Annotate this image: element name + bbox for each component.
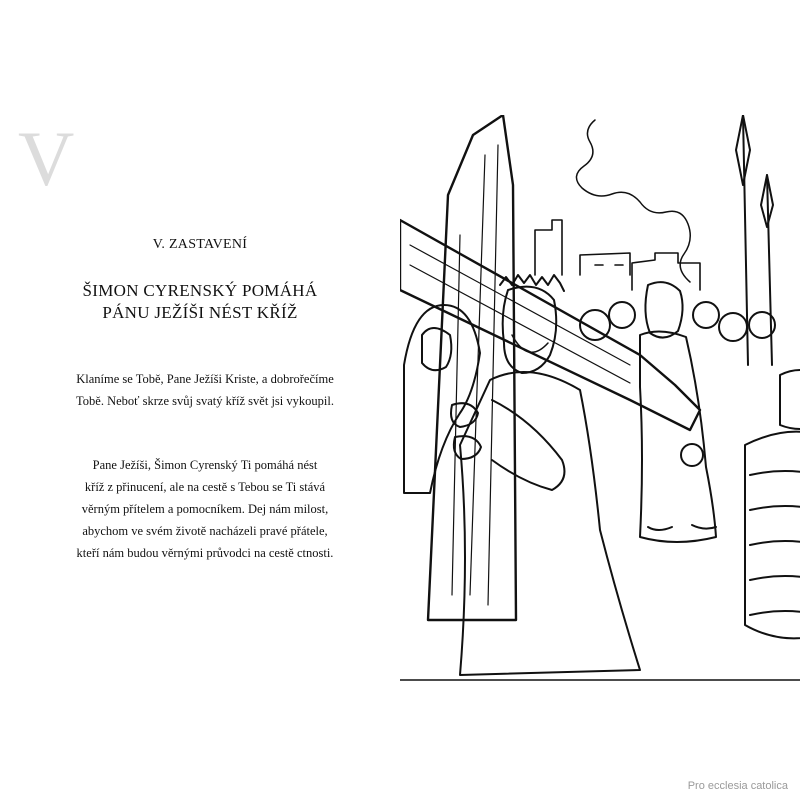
watermark: Pro ecclesia catolica	[687, 780, 788, 792]
simon-body	[640, 331, 716, 542]
prayer-line: Tobě. Neboť skrze svůj svatý kříž svět jsi vykoupil.	[76, 394, 334, 408]
jesus-robe	[460, 372, 640, 675]
illustration-drawing	[400, 115, 800, 685]
station-numeral: V	[18, 115, 75, 202]
illustration	[400, 115, 800, 685]
smoke	[576, 120, 690, 282]
crowd-head	[609, 302, 635, 328]
jesus-arm	[492, 400, 564, 490]
jesus-beard	[512, 335, 548, 352]
simon-head	[645, 282, 682, 337]
prayer-line: Pane Ježíši, Šimon Cyrenský Ti pomáhá nést	[92, 458, 318, 472]
simon-feet	[648, 525, 716, 530]
building-mid	[580, 253, 630, 275]
building-left	[535, 220, 562, 275]
station-title	[0, 280, 400, 324]
prayer-line: Klaníme se Tobě, Pane Ježíši Kriste, a dobrořečíme	[76, 372, 334, 386]
prayer-paragraph-1	[40, 368, 370, 412]
prayer-paragraph-2	[40, 454, 370, 564]
crowd-head	[681, 444, 703, 466]
building-right	[632, 253, 700, 290]
station-title-line-2: PÁNU JEŽÍŠI NÉST KŘÍŽ	[102, 303, 298, 322]
prayer-line: kteří nám budou věrnými průvodci na cestě ctnosti.	[76, 546, 334, 560]
soldier-armor	[745, 432, 800, 639]
crowd-head	[719, 313, 747, 341]
crowd-head	[693, 302, 719, 328]
prayer-line: kříž z přinucení, ale na cestě s Tebou se Ti stává	[84, 480, 326, 494]
soldier-armor-rows	[750, 471, 800, 615]
soldier-helmet	[780, 370, 800, 429]
prayer-line: věrným přítelem a pomocníkem. Dej nám milost,	[81, 502, 329, 516]
prayer-line: abychom ve svém životě nacházeli pravé přátele,	[82, 524, 328, 538]
woman-face	[422, 328, 451, 370]
station-label: V. ZASTAVENÍ	[152, 237, 248, 252]
station-title-line-1: ŠIMON CYRENSKÝ POMÁHÁ	[82, 281, 318, 300]
